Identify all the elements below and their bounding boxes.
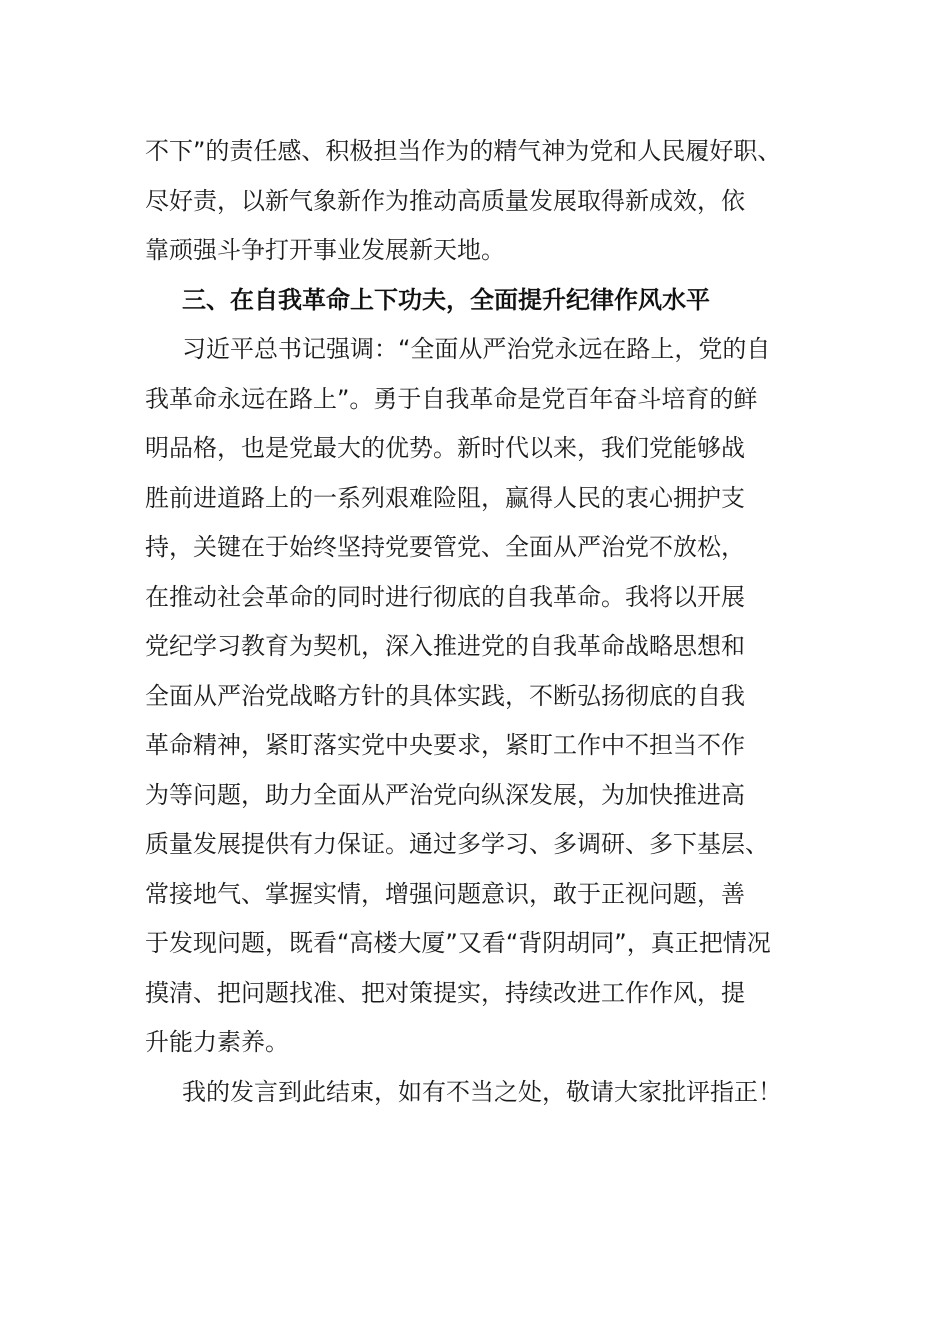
paragraph-line: 党纪学习教育为契机，深入推进党的自我革命战略思想和 (145, 632, 745, 660)
paragraph-line: 明品格，也是党最大的优势。新时代以来，我们党能够战 (145, 434, 745, 462)
paragraph-line: 我革命永远在路上”。勇于自我革命是党百年奋斗培育的鲜 (145, 384, 758, 413)
paragraph-line: 革命精神，紧盯落实党中央要求，紧盯工作中不担当不作 (145, 731, 745, 759)
paragraph-line: 不下”的责任感、积极担当作为的精气神为党和人民履好职、 (145, 137, 782, 165)
paragraph-line: 靠顽强斗争打开事业发展新天地。 (145, 236, 505, 264)
paragraph-line: 升能力素养。 (145, 1028, 289, 1056)
closing-line: 我的发言到此结束，如有不当之处，敬请大家批评指正！ (182, 1077, 782, 1106)
paragraph-line: 常接地气、掌握实情，增强问题意识，敢于正视问题，善 (145, 879, 745, 908)
paragraph-line: 于发现问题，既看“高楼大厦”又看“背阴胡同”，真正把情况 (145, 929, 771, 957)
paragraph-line: 胜前进道路上的一系列艰难险阻，赢得人民的衷心拥护支 (145, 483, 745, 512)
paragraph-line: 为等问题，助力全面从严治党向纵深发展，为加快推进高 (145, 780, 745, 809)
paragraph-line: 在推动社会革命的同时进行彻底的自我革命。我将以开展 (145, 582, 745, 611)
paragraph-line: 全面从严治党战略方针的具体实践，不断弘扬彻底的自我 (145, 681, 745, 710)
paragraph-line: 持，关键在于始终坚持党要管党、全面从严治党不放松， (145, 533, 745, 561)
paragraph-line: 习近平总书记强调：“全面从严治党永远在路上，党的自 (182, 335, 771, 363)
paragraph-line: 质量发展提供有力保证。通过多学习、多调研、多下基层、 (145, 830, 769, 858)
section-heading: 三、在自我革命上下功夫，全面提升纪律作风水平 (182, 285, 710, 314)
paragraph-line: 摸清、把问题找准、把对策提实，持续改进工作作风，提 (145, 978, 745, 1007)
document-body (145, 127, 825, 1117)
paragraph-line: 尽好责，以新气象新作为推动高质量发展取得新成效，依 (145, 186, 745, 215)
